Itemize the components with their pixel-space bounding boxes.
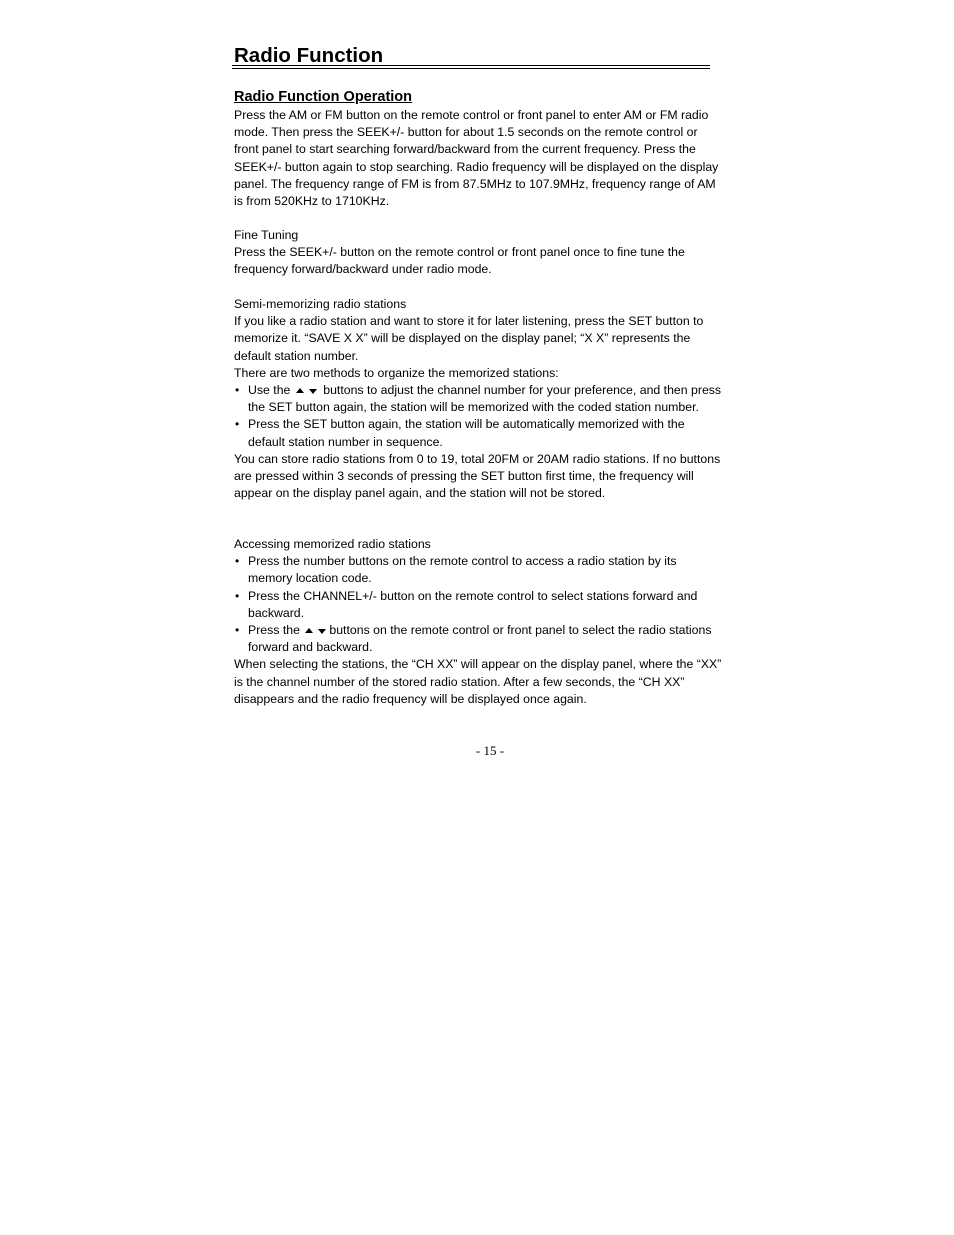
page-title: Radio Function xyxy=(234,44,384,67)
bullet-text-pre: Use the xyxy=(248,383,291,398)
operation-heading: Radio Function Operation xyxy=(234,89,413,105)
bullet-text: Press the CHANNEL+/- button on the remote control to select stations forward and backward. xyxy=(248,588,698,620)
accessing-closing: When selecting the stations, the “CH XX” will appear on the display panel, where the “XX” is the channel number of the stored radio station. After a few seconds, the “CH XX” disappears and the radio frequency will be displayed once again. xyxy=(234,657,722,706)
list-item xyxy=(234,382,724,416)
list-item xyxy=(234,416,724,450)
bullet-icon: • xyxy=(235,383,240,398)
semi-memorizing-closing: You can store radio stations from 0 to 19, total 20FM or 20AM radio stations. If no buttons are pressed within 3 seconds of pressing the SET button first time, the frequency will appear on the display panel again, and the station will not be stored. xyxy=(234,451,721,501)
bullet-icon: • xyxy=(235,417,240,432)
semi-memorizing-heading: Semi-memorizing radio stations xyxy=(234,297,407,311)
bullet-icon: • xyxy=(235,623,240,638)
semi-memorizing-list xyxy=(234,382,724,451)
up-down-arrow-icon xyxy=(303,626,329,636)
list-item xyxy=(234,553,724,587)
fine-tuning-section xyxy=(234,227,724,279)
operation-body: Press the AM or FM button on the remote control or front panel to enter AM or FM radio mode. Then press the SEEK+/- button for about 1.5 seconds on the remote control or front panel to start searching forward/backward from the current frequency. Press the SEEK+/- button again to stop searching. Radio frequency will be displayed on the display panel. The frequency range of FM is from 87.5MHz to 107.9MHz, frequency range of AM is from 520KHz to 1710KHz. xyxy=(234,108,719,209)
semi-memorizing-body: If you like a radio station and want to store it for later listening, press the SET button to memorize it. “SAVE X X” will be displayed on the display panel; “X X” represents the default station number. xyxy=(234,314,704,363)
list-item xyxy=(234,622,724,656)
accessing-list xyxy=(234,553,724,656)
page-number: - 15 - xyxy=(475,743,505,758)
bullet-text-post: buttons to adjust the channel number for your preference, and then press the SET button again, the station will be memorized with the coded station number. xyxy=(248,383,722,415)
semi-memorizing-section xyxy=(234,296,724,502)
up-down-arrow-icon xyxy=(294,386,320,396)
bullet-text: Press the SET button again, the station will be automatically memorized with the default station number in sequence. xyxy=(248,417,685,449)
accessing-section xyxy=(234,536,724,708)
bullet-icon: • xyxy=(235,554,240,569)
operation-section xyxy=(234,88,724,210)
bullet-text-pre: Press the xyxy=(248,623,300,638)
title-underline-rule xyxy=(232,65,710,69)
bullet-text: Press the number buttons on the remote control to access a radio station by its memory location code. xyxy=(248,554,677,586)
bullet-icon: • xyxy=(235,588,240,603)
fine-tuning-heading: Fine Tuning xyxy=(234,228,299,242)
list-item xyxy=(234,588,724,622)
semi-memorizing-intro: There are two methods to organize the memorized stations: xyxy=(234,365,559,380)
accessing-heading: Accessing memorized radio stations xyxy=(234,537,431,551)
bullet-text-post: buttons on the remote control or front panel to select the radio stations forward and backward. xyxy=(248,623,712,655)
fine-tuning-body: Press the SEEK+/- button on the remote control or front panel once to fine tune the frequency forward/backward under radio mode. xyxy=(234,245,685,277)
